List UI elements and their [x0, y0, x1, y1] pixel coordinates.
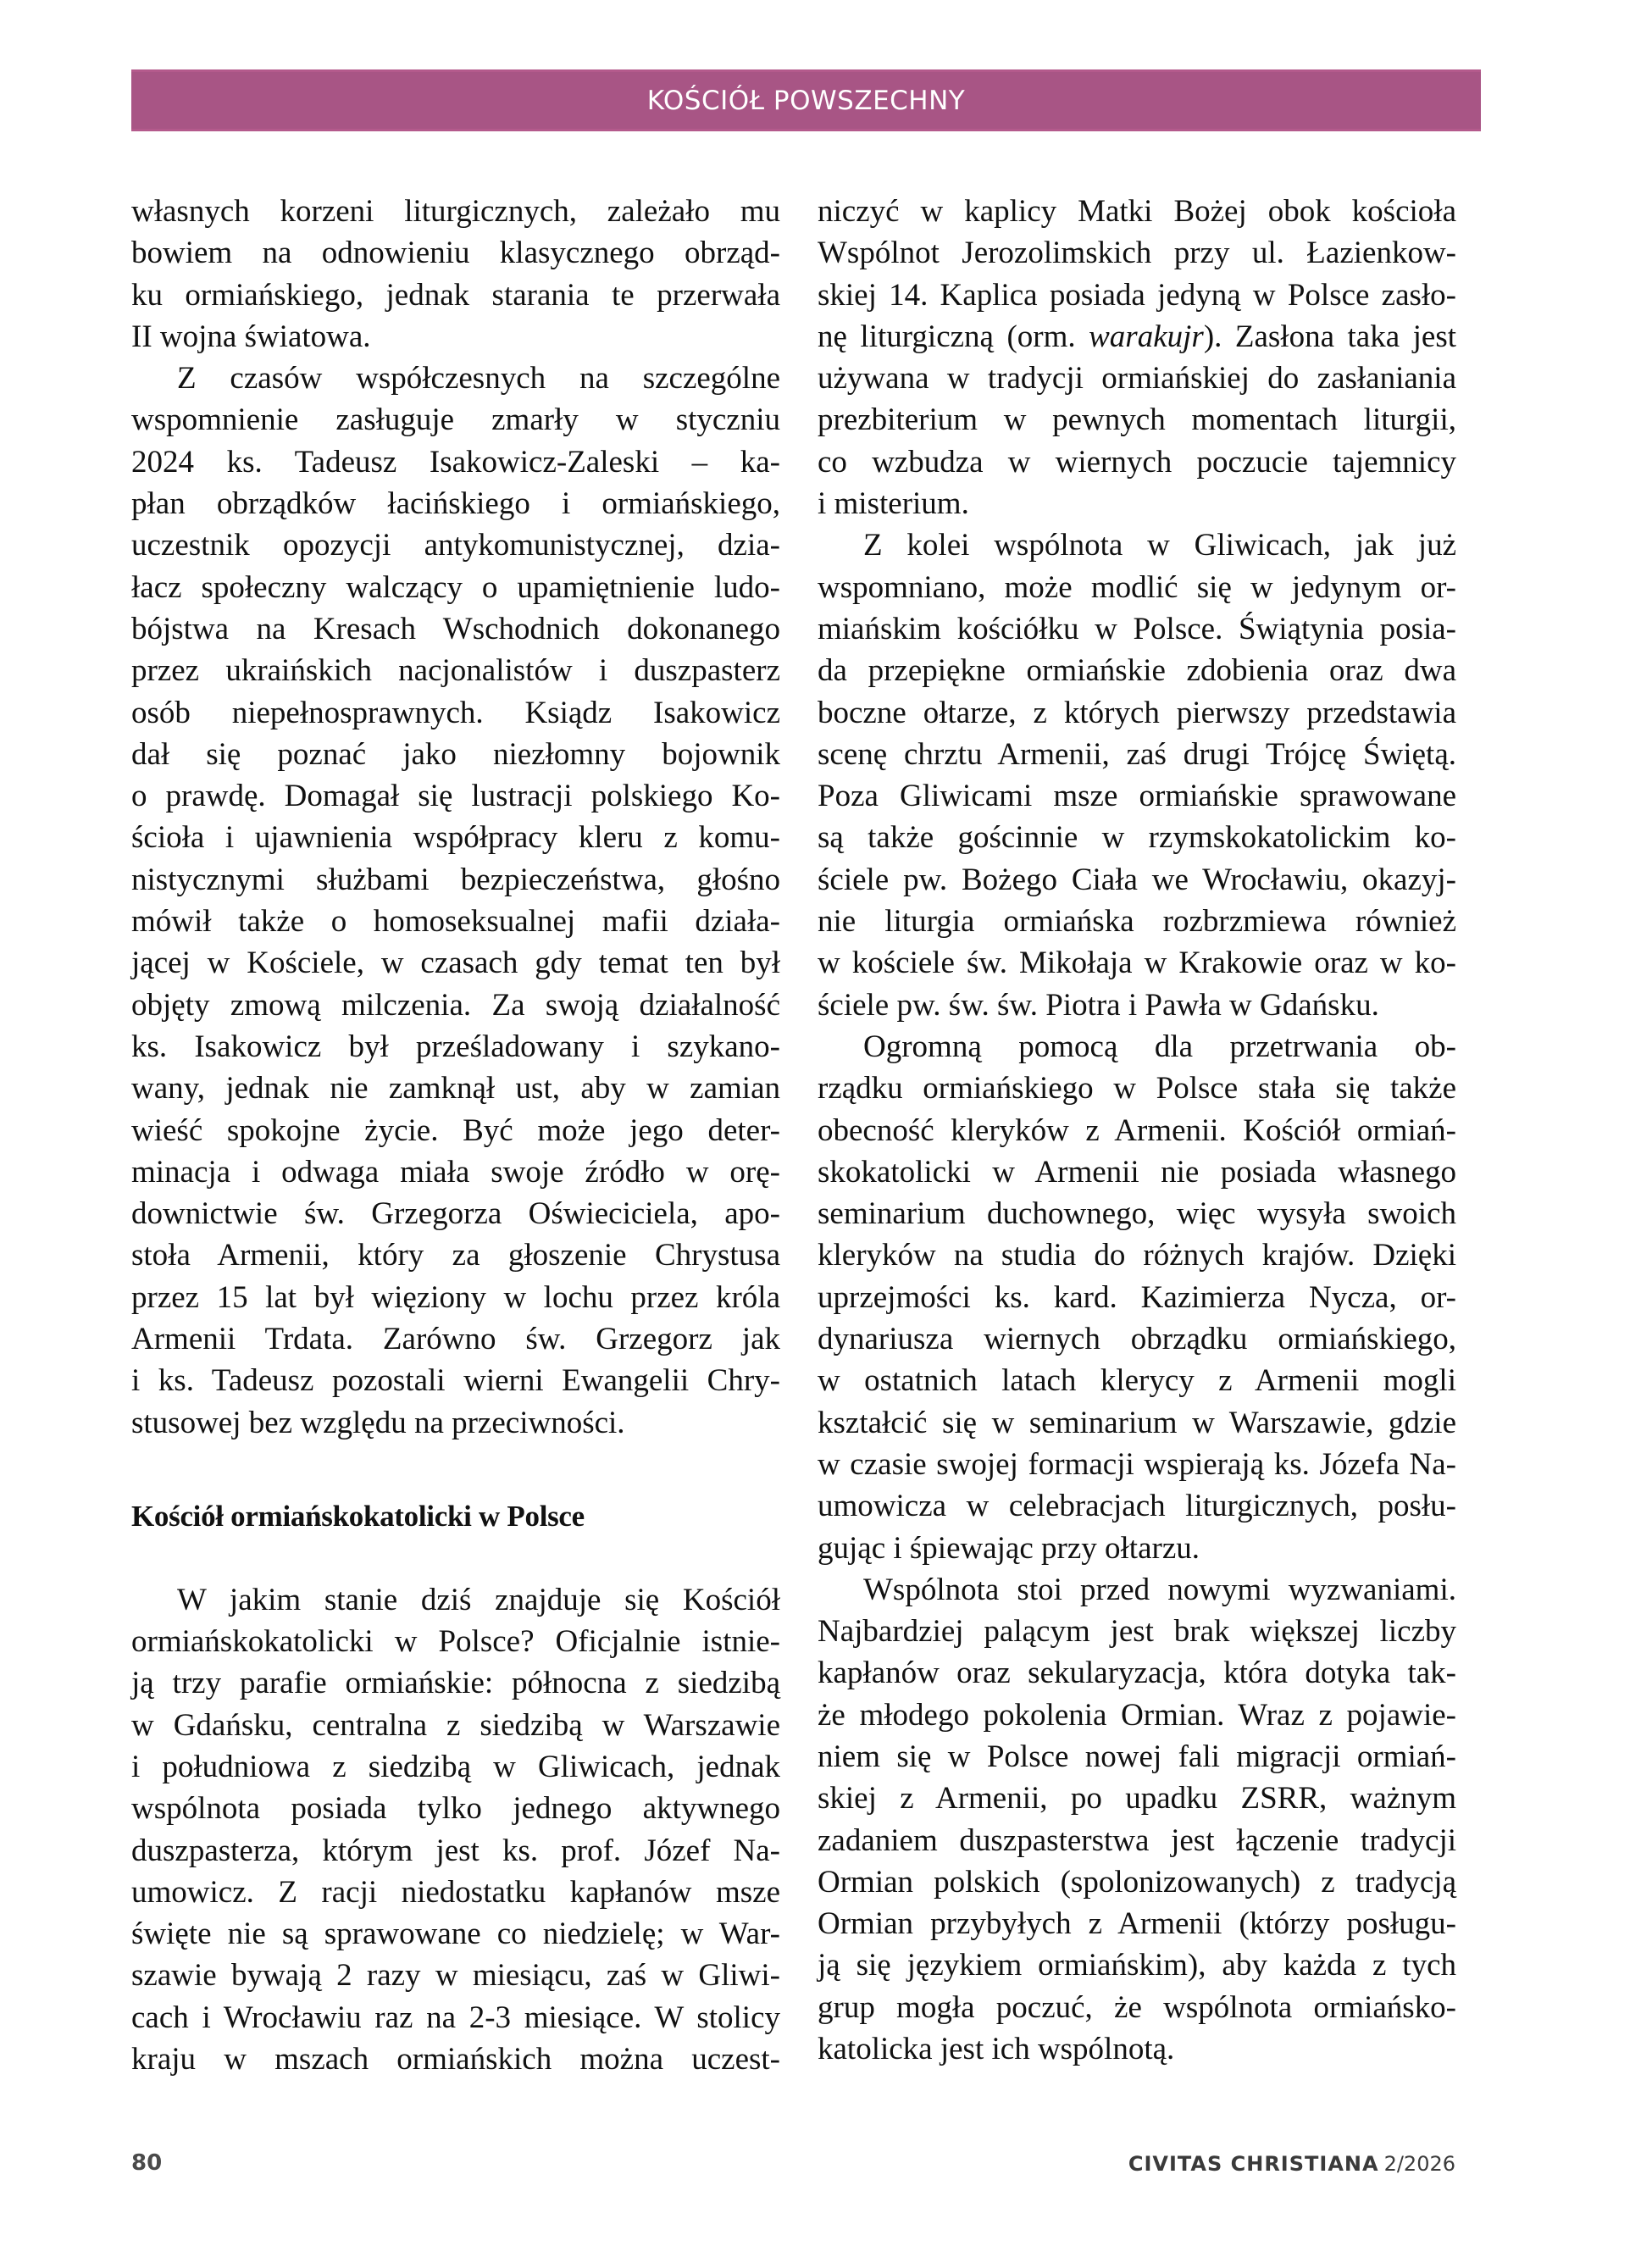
- section-heading: Kościół ormiańskokatolicki w Polsce: [131, 1500, 585, 1534]
- text-line: Wspólnot Jerozolimskich przy ul. Łazienkow-: [818, 236, 1456, 271]
- text-line: święte nie są sprawowane co niedzielę; w War-: [131, 1916, 780, 1952]
- text-line: że młodego pokolenia Ormian. Wraz z pojawie-: [818, 1697, 1456, 1733]
- text-line: w kościele św. Mikołaja w Krakowie oraz w ko-: [818, 946, 1456, 981]
- text-line: jącej w Kościele, w czasach gdy temat ten był: [131, 946, 780, 981]
- text-line: własnych korzeni liturgicznych, zależało mu: [131, 194, 780, 229]
- text-line: Armenii Trdata. Zarówno św. Grzegorz jak: [131, 1322, 780, 1357]
- text-line: kapłanów oraz sekularyzacja, która dotyka tak-: [818, 1656, 1456, 1691]
- text-line: wspólnota posiada tylko jednego aktywnego: [131, 1791, 780, 1827]
- text-line: boczne ołtarze, z których pierwszy przedstawia: [818, 695, 1456, 730]
- text-line: mówił także o homoseksualnej mafii działa-: [131, 904, 780, 940]
- text-line: ściele pw. św. św. Piotra i Pawła w Gdańsku.: [818, 987, 1379, 1023]
- text-line: szawie bywają 2 razy w miesiącu, zaś w Gliwi-: [131, 1958, 780, 1994]
- text-line: wspomniano, może modlić się w jedynym or-: [818, 569, 1456, 605]
- text-line: ściele pw. Bożego Ciała we Wrocławiu, okazyj-: [818, 862, 1456, 897]
- text-line: dynariusza wiernych obrządku ormiańskiego,: [818, 1322, 1456, 1357]
- text-line: minacja i odwaga miała swoje źródło w orę-: [131, 1154, 780, 1190]
- page-number: 80: [131, 2150, 163, 2176]
- text-line: i misterium.: [818, 486, 969, 522]
- text-line: kraju w mszach ormiańskich można uczest-: [131, 2042, 780, 2077]
- text-line: nistycznymi służbami bezpieczeństwa, głośno: [131, 862, 780, 897]
- text-line: stoła Armenii, który za głoszenie Chrystusa: [131, 1238, 780, 1273]
- text-line: Wspólnota stoi przed nowymi wyzwaniami.: [863, 1572, 1456, 1607]
- text-line: miańskim kościółku w Polsce. Świątynia posia-: [818, 611, 1456, 646]
- text-line: seminarium duchownego, więc wysyła swoich: [818, 1196, 1456, 1232]
- text-line: ją się językiem ormiańskim), aby każda z tych: [818, 1948, 1456, 1983]
- paragraph: [131, 191, 780, 358]
- text-line: przez ukraińskich nacjonalistów i duszpasterz: [131, 653, 780, 689]
- text-line: II wojna światowa.: [131, 319, 371, 354]
- text-line: o prawdę. Domagał się lustracji polskiego Ko-: [131, 779, 780, 814]
- text-line: bójstwa na Kresach Wschodnich dokonanego: [131, 611, 780, 646]
- text-line: umowicza w celebracjach liturgicznych, posłu-: [818, 1489, 1456, 1524]
- text-line: Ogromną pomocą dla przetrwania ob-: [863, 1029, 1456, 1064]
- text-line: uprzejmości ks. kard. Kazimierza Nycza, or-: [818, 1279, 1456, 1315]
- text-line: prezbiterium w pewnych momentach liturgii,: [818, 402, 1456, 438]
- paragraph: [131, 358, 780, 1444]
- right-column: [818, 191, 1456, 2070]
- paragraph: [131, 1579, 780, 2081]
- text-segment: nę liturgiczną (orm.: [818, 319, 1089, 354]
- text-line: niem się w Polsce nowej fali migracji ormiań-: [818, 1739, 1456, 1774]
- paragraph: [818, 524, 1456, 1026]
- journal-footer: [1128, 2152, 1455, 2176]
- text-line: i ks. Tadeusz pozostali wierni Ewangelii Chry-: [131, 1363, 780, 1399]
- spacer: [131, 1444, 780, 1485]
- text-line: są także gościnnie w rzymskokatolickim ko-: [818, 820, 1456, 856]
- text-line: skiej 14. Kaplica posiada jedyną w Polsce zasło-: [818, 277, 1456, 313]
- text-line: używana w tradycji ormiańskiej do zasłaniania: [818, 361, 1456, 397]
- text-line: objęty zmową milczenia. Za swoją działalność: [131, 987, 780, 1023]
- text-line: ścioła i ujawnienia współpracy kleru z komu-: [131, 820, 780, 856]
- text-line: obecność kleryków z Armenii. Kościół ormiań-: [818, 1112, 1456, 1148]
- text-line: gując i śpiewając przy ołtarzu.: [818, 1530, 1200, 1566]
- text-line: scenę chrztu Armenii, zaś drugi Trójcę Świętą.: [818, 736, 1456, 772]
- text-line: duszpasterza, którym jest ks. prof. Józef Na-: [131, 1833, 780, 1868]
- text-line: ormiańskokatolicki w Polsce? Oficjalnie istnie-: [131, 1624, 780, 1660]
- text-line: w ostatnich latach klerycy z Armenii mogli: [818, 1363, 1456, 1399]
- text-line: dał się poznać jako niezłomny bojownik: [131, 736, 780, 772]
- text-line: kształcić się w seminarium w Warszawie, gdzie: [818, 1405, 1456, 1440]
- text-line: ku ormiańskiego, jednak starania te przerwała: [131, 277, 780, 313]
- text-line: Z kolei wspólnota w Gliwicach, jak już: [863, 528, 1456, 563]
- text-line: w Gdańsku, centralna z siedzibą w Warszawie: [131, 1707, 780, 1743]
- text-line: wspomnienie zasługuje zmarły w styczniu: [131, 402, 780, 438]
- text-line: stusowej bez względu na przeciwności.: [131, 1405, 625, 1440]
- paragraph: [818, 191, 1456, 524]
- text-segment: ). Zasłona taka jest: [1203, 319, 1456, 354]
- text-line: rządku ormiańskiego w Polsce stała się także: [818, 1071, 1456, 1107]
- text-line: i południowa z siedzibą w Gliwicach, jednak: [131, 1749, 780, 1784]
- issue-number: 2/2026: [1383, 2152, 1455, 2176]
- paragraph: [818, 1569, 1456, 2071]
- text-line: niczyć w kaplicy Matki Bożej obok kościoła: [818, 194, 1456, 229]
- text-line: Ormian przybyłych z Armenii (którzy posługu-: [818, 1906, 1456, 1942]
- text-line: wany, jednak nie zamknął ust, aby w zamian: [131, 1071, 780, 1107]
- text-line: ją trzy parafie ormiańskie: północna z siedzibą: [131, 1666, 780, 1701]
- journal-name: CIVITAS CHRISTIANA: [1128, 2152, 1379, 2176]
- text-line: uczestnik opozycji antykomunistycznej, dzia-: [131, 528, 780, 563]
- text-line: płan obrządków łacińskiego i ormiańskiego,: [131, 486, 780, 522]
- text-line: umowicz. Z racji niedostatku kapłanów msze: [131, 1874, 780, 1910]
- text-line: [818, 316, 1456, 358]
- paragraph: [818, 1026, 1456, 1569]
- section-title: KOŚCIÓŁ POWSZECHNY: [646, 85, 966, 116]
- text-line: skiej z Armenii, po upadku ZSRR, ważnym: [818, 1781, 1456, 1817]
- text-line: ks. Isakowicz był prześladowany i szykano-: [131, 1029, 780, 1064]
- text-line: co wzbudza w wiernych poczucie tajemnicy: [818, 444, 1456, 480]
- text-line: w czasie swojej formacji wspierają ks. Józefa Na-: [818, 1446, 1456, 1482]
- text-line: katolicka jest ich wspólnotą.: [818, 2032, 1175, 2067]
- text-line: skokatolicki w Armenii nie posiada własnego: [818, 1154, 1456, 1190]
- text-line: Poza Gliwicami msze ormiańskie sprawowane: [818, 779, 1456, 814]
- italic-term: warakujr: [1089, 319, 1204, 354]
- section-header-bar: [131, 69, 1481, 131]
- text-line: grup mogła poczuć, że wspólnota ormiańsko-: [818, 1989, 1456, 2025]
- text-line: Z czasów współczesnych na szczególne: [177, 361, 780, 397]
- text-line: da przepiękne ormiańskie zdobienia oraz dwa: [818, 653, 1456, 689]
- text-line: W jakim stanie dziś znajduje się Kościół: [177, 1582, 780, 1617]
- text-line: bowiem na odnowieniu klasycznego obrząd-: [131, 236, 780, 271]
- text-line: łacz społeczny walczący o upamiętnienie ludo-: [131, 569, 780, 605]
- text-line: Najbardziej palącym jest brak większej liczby: [818, 1614, 1456, 1650]
- text-line: cach i Wrocławiu raz na 2-3 miesiące. W stolicy: [131, 2000, 780, 2035]
- text-line: Ormian polskich (spolonizowanych) z tradycją: [818, 1864, 1456, 1900]
- text-line: kleryków na studia do różnych krajów. Dzięki: [818, 1238, 1456, 1273]
- text-line: nie liturgia ormiańska rozbrzmiewa również: [818, 904, 1456, 940]
- text-line: 2024 ks. Tadeusz Isakowicz-Zaleski – ka-: [131, 444, 780, 480]
- text-line: wieść spokojne życie. Być może jego deter-: [131, 1112, 780, 1148]
- left-column: [131, 191, 780, 2080]
- text-line: osób niepełnosprawnych. Ksiądz Isakowicz: [131, 695, 780, 730]
- text-line: przez 15 lat był więziony w lochu przez króla: [131, 1279, 780, 1315]
- text-line: downictwie św. Grzegorza Oświeciciela, apo-: [131, 1196, 780, 1232]
- text-line: zadaniem duszpasterstwa jest łączenie tradycji: [818, 1822, 1456, 1858]
- spacer: [131, 1538, 780, 1579]
